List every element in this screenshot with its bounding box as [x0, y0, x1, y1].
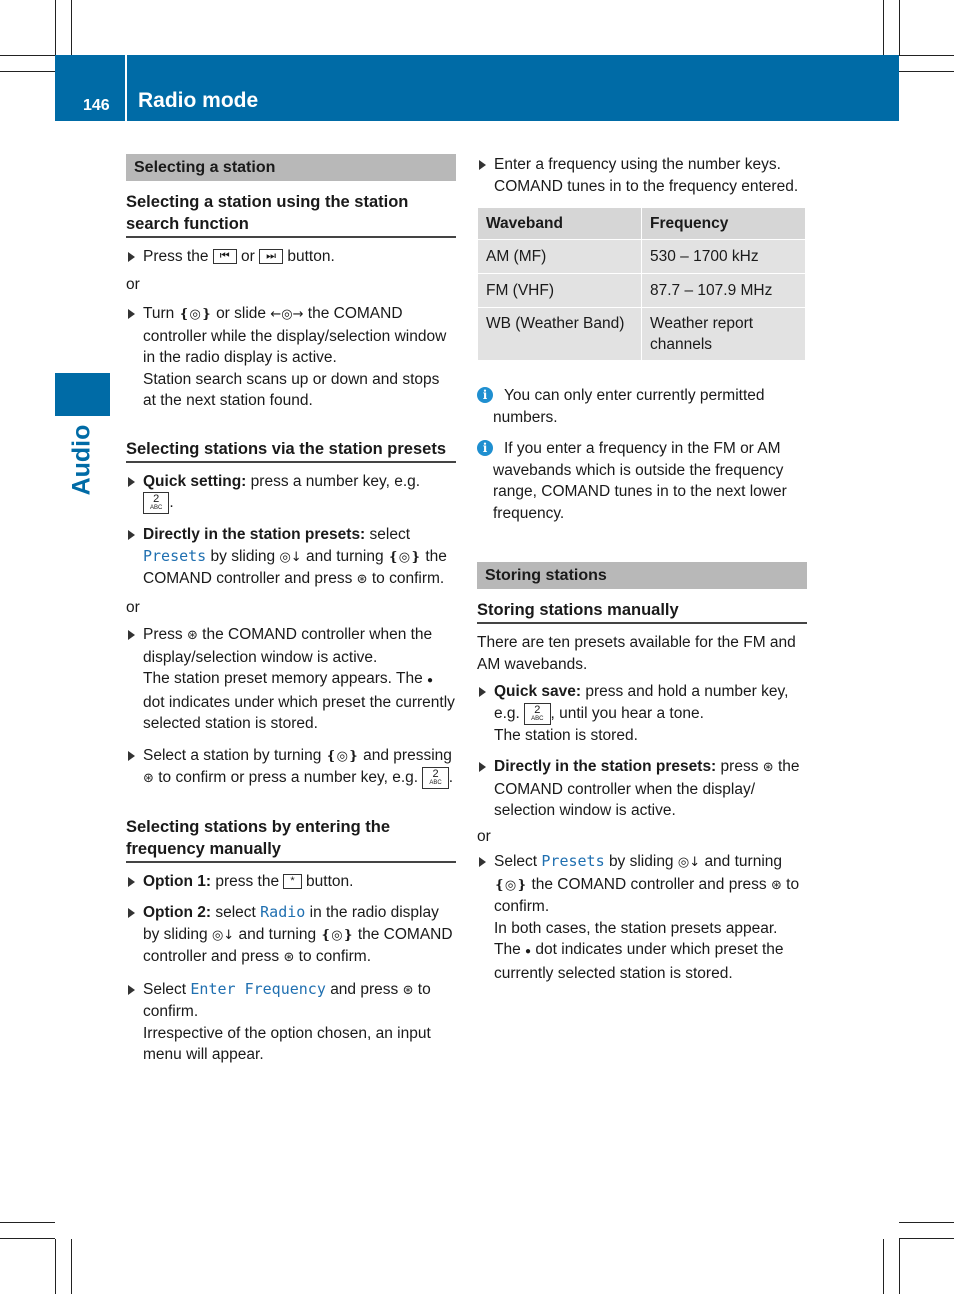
section-title: Selecting a station	[126, 154, 456, 181]
controller-press-icon: ⊛	[186, 628, 198, 643]
list-item: Quick save: press and hold a number key, e.g. 2 ABC , until you hear a tone. The station is stored.	[477, 681, 807, 746]
page-title: Radio mode	[138, 89, 259, 112]
list-item: Press the ⏮ or ⏭ button.	[126, 246, 456, 268]
dot-icon: ●	[427, 675, 434, 686]
table-cell: WB (Weather Band)	[478, 308, 642, 361]
number-key-2-icon: 2 ABC	[422, 767, 448, 789]
controller-press-icon: ⊛	[283, 950, 295, 966]
info-icon: i	[477, 440, 493, 456]
list-item: Option 2: select Radio in the radio display by sliding ◎↓ and turning ❴◎❵ the COMAND controller and press ⊛ to confirm.	[126, 902, 456, 969]
crop-mark	[55, 0, 56, 55]
crop-mark	[0, 55, 55, 56]
list-item: Select Presets by sliding ◎↓ and turning ❴◎❵ the COMAND controller and press ⊛ to confirm. In both cases, the station presets appear. The ● dot indicates under which preset the currently selected station is stored.	[477, 851, 807, 984]
controller-turn-icon: ❴◎❵	[387, 549, 422, 565]
crop-mark	[71, 0, 72, 55]
header-divider	[125, 55, 127, 121]
crop-mark	[899, 55, 954, 56]
crop-mark	[899, 1239, 900, 1294]
number-key-2-icon: 2 ABC	[143, 492, 169, 514]
prev-key-icon: ⏮	[213, 249, 237, 264]
controller-press-icon: ⊛	[402, 982, 414, 998]
presets-menu-item: Presets	[541, 852, 605, 870]
list-item: Directly in the station presets: select Presets by sliding ◎↓ and turning ❴◎❵ the COMAND controller and press ⊛ to confirm.	[126, 524, 456, 591]
crop-mark	[0, 1238, 55, 1239]
table-row	[478, 308, 806, 361]
table-header-cell: Frequency	[642, 208, 806, 240]
subsection-title: Selecting stations via the station presets	[126, 438, 456, 463]
controller-slide-down-icon: ◎↓	[677, 855, 701, 870]
crop-mark	[899, 71, 954, 72]
or-text: or	[477, 827, 491, 845]
crop-mark	[883, 0, 884, 55]
controller-slide-down-icon: ◎↓	[211, 927, 235, 943]
controller-press-icon: ⊛	[143, 771, 154, 787]
radio-menu-item: Radio	[260, 903, 306, 922]
star-key-icon: *	[283, 874, 301, 889]
controller-press-icon: ⊛	[770, 877, 782, 893]
controller-turn-icon: ❴◎❵	[325, 748, 359, 764]
info-note: i If you enter a frequency in the FM or AM wavebands which is outside the frequency range, COMAND tunes in to the next lower frequency.	[477, 438, 807, 524]
list-item: Option 1: press the * button.	[126, 871, 456, 893]
table-cell: Weather report channels	[642, 308, 806, 361]
crop-mark	[899, 0, 900, 55]
crop-mark	[899, 1222, 954, 1223]
controller-turn-icon: ❴◎❵	[178, 307, 212, 322]
controller-press-icon: ⊛	[356, 572, 368, 587]
subsection-title: Selecting a station using the station search function	[126, 191, 456, 238]
controller-turn-icon: ❴◎❵	[494, 877, 528, 893]
or-text: or	[126, 598, 140, 616]
frequency-table	[477, 207, 806, 361]
list-item: Turn ❴◎❵ or slide ←◎→ the COMAND controller while the display/selection window in the radio display is active. Station search scans up or down and stops at the next station found.	[126, 303, 456, 412]
left-column	[126, 154, 456, 1066]
list-item: Quick setting: press a number key, e.g. 2 ABC .	[126, 471, 456, 515]
table-cell: 87.7 – 107.9 MHz	[642, 274, 806, 308]
info-icon: i	[477, 387, 493, 403]
number-key-2-icon: 2 ABC	[524, 703, 550, 725]
side-label: Audio	[67, 424, 96, 496]
or-text: or	[126, 275, 140, 293]
next-key-icon: ⏭	[259, 249, 283, 264]
table-header-cell: Waveband	[478, 208, 642, 240]
controller-slide-down-icon: ◎↓	[279, 549, 302, 565]
list-item: Press ⊛ the COMAND controller when the display/selection window is active. The station preset memory appears. The ● dot indicates under which preset the currently selected station is stored.	[126, 624, 456, 735]
subsection-title: Storing stations manually	[477, 599, 807, 624]
list-item: Enter a frequency using the number keys. COMAND tunes in to the frequency entered.	[477, 154, 807, 197]
table-row	[478, 274, 806, 308]
list-item: Select Enter Frequency and press ⊛ to confirm. Irrespective of the option chosen, an input menu will appear.	[126, 979, 456, 1066]
controller-turn-icon: ❴◎❵	[320, 927, 354, 943]
crop-mark	[71, 1239, 72, 1294]
list-item: Select a station by turning ❴◎❵ and pressing ⊛ to confirm or press a number key, e.g. 2 ABC .	[126, 745, 456, 790]
intro-text: There are ten presets available for the FM and AM wavebands.	[477, 634, 796, 673]
table-cell: FM (VHF)	[478, 274, 642, 308]
info-note: i You can only enter currently permitted numbers.	[477, 385, 807, 428]
right-column	[477, 154, 807, 984]
table-header-row	[478, 208, 806, 240]
subsection-title: Selecting stations by entering the frequency manually	[126, 816, 456, 863]
side-tab	[55, 373, 110, 416]
crop-mark	[0, 71, 55, 72]
table-cell: 530 – 1700 kHz	[642, 240, 806, 274]
controller-slide-icon: ←◎→	[270, 307, 304, 322]
crop-mark	[55, 1239, 56, 1294]
list-item: Directly in the station presets: press ⊛ the COMAND controller when the display/ selection window is active.	[477, 756, 807, 822]
crop-mark	[899, 1238, 954, 1239]
crop-mark	[0, 1222, 55, 1223]
table-row	[478, 240, 806, 274]
enter-frequency-menu-item: Enter Frequency	[190, 979, 326, 998]
section-title: Storing stations	[477, 562, 807, 589]
controller-press-icon: ⊛	[762, 760, 774, 775]
dot-icon: ●	[525, 946, 532, 957]
table-cell: AM (MF)	[478, 240, 642, 274]
page-number: 146	[83, 97, 110, 114]
crop-mark	[883, 1239, 884, 1294]
presets-menu-item: Presets	[143, 546, 207, 565]
